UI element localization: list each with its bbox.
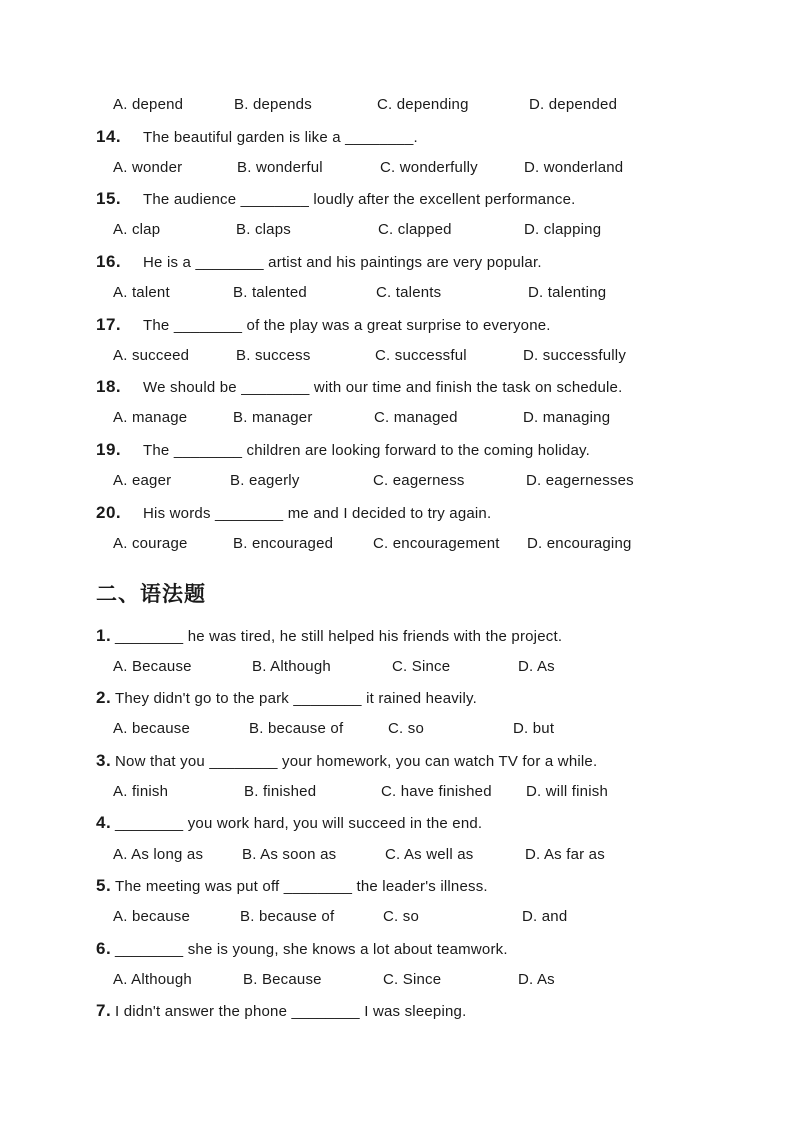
question-number: 18.: [96, 377, 122, 396]
question-text: His words ________ me and I decided to try again.: [143, 505, 492, 522]
option-b: B. depends: [234, 96, 312, 113]
question-6: [96, 939, 508, 963]
question-number: 1.: [96, 626, 112, 645]
option-b: B. wonderful: [237, 159, 323, 176]
option-d: D. As: [518, 658, 555, 675]
option-d: D. and: [522, 908, 568, 925]
option-a: A. because: [113, 908, 191, 925]
option-a: A. talent: [113, 284, 170, 301]
option-c: C. managed: [374, 409, 458, 426]
question-19: [96, 440, 590, 464]
question-text: Now that you ________ your homework, you can watch TV for a while.: [115, 753, 598, 770]
question-3: [96, 751, 597, 775]
question-2: [96, 688, 477, 712]
question-4: [96, 813, 482, 837]
question-text: The ________ children are looking forward to the coming holiday.: [143, 442, 590, 459]
option-c: C. so: [388, 720, 425, 737]
option-b: B. eagerly: [230, 472, 300, 489]
option-a: A. clap: [113, 221, 161, 238]
option-d: D. managing: [523, 409, 611, 426]
option-c: C. eagerness: [373, 472, 465, 489]
option-c: C. encouragement: [373, 535, 500, 552]
option-b: B. Because: [243, 971, 322, 988]
option-a: A. Because: [113, 658, 192, 675]
question-text: ________ you work hard, you will succeed in the end.: [115, 815, 483, 832]
question-17: [96, 315, 551, 339]
option-b: B. talented: [233, 284, 307, 301]
option-b: B. finished: [244, 783, 317, 800]
option-d: D. wonderland: [524, 159, 624, 176]
option-c: C. have finished: [381, 783, 492, 800]
option-a: A. finish: [113, 783, 169, 800]
option-d: D. successfully: [523, 347, 627, 364]
question-14: [96, 127, 418, 151]
option-a: A. depend: [113, 96, 184, 113]
option-d: D. eagernesses: [526, 472, 634, 489]
question-text: He is a ________ artist and his paintings are very popular.: [143, 254, 542, 271]
question-text: I didn't answer the phone ________ I was sleeping.: [115, 1003, 467, 1020]
question-text: The ________ of the play was a great surprise to everyone.: [143, 317, 551, 334]
option-a: A. succeed: [113, 347, 190, 364]
option-c: C. successful: [375, 347, 467, 364]
option-d: D. As: [518, 971, 555, 988]
question-number: 7.: [96, 1001, 112, 1020]
option-b: B. because of: [249, 720, 344, 737]
option-a: A. As long as: [113, 846, 204, 863]
section-title: 二、语法题: [96, 582, 206, 606]
option-c: C. talents: [376, 284, 442, 301]
question-16: [96, 252, 542, 276]
option-a: A. Although: [113, 971, 192, 988]
question-text: The audience ________ loudly after the excellent performance.: [143, 191, 576, 208]
question-7: [96, 1001, 466, 1025]
question-text: ________ she is young, she knows a lot about teamwork.: [115, 941, 508, 958]
question-text: ________ he was tired, he still helped his friends with the project.: [115, 628, 563, 645]
option-b: B. manager: [233, 409, 313, 426]
option-c: C. Since: [392, 658, 451, 675]
option-c: C. depending: [377, 96, 469, 113]
option-b: B. claps: [236, 221, 291, 238]
question-number: 4.: [96, 813, 112, 832]
question-number: 5.: [96, 876, 112, 895]
option-a: A. eager: [113, 472, 172, 489]
question-number: 15.: [96, 189, 122, 208]
option-c: C. so: [383, 908, 420, 925]
option-b: B. Although: [252, 658, 331, 675]
option-c: C. Since: [383, 971, 442, 988]
question-1: [96, 626, 562, 650]
option-b: B. success: [236, 347, 311, 364]
question-number: 14.: [96, 127, 122, 146]
option-b: B. As soon as: [242, 846, 337, 863]
question-number: 20.: [96, 503, 122, 522]
option-a: A. wonder: [113, 159, 183, 176]
option-c: C. clapped: [378, 221, 452, 238]
option-d: D. clapping: [524, 221, 602, 238]
question-number: 19.: [96, 440, 122, 459]
option-c: C. wonderfully: [380, 159, 478, 176]
question-20: [96, 503, 491, 527]
question-18: [96, 377, 622, 401]
question-5: [96, 876, 488, 900]
option-a: A. manage: [113, 409, 188, 426]
question-number: 17.: [96, 315, 122, 334]
question-text: We should be ________ with our time and finish the task on schedule.: [143, 379, 623, 396]
option-d: D. will finish: [526, 783, 608, 800]
question-15: [96, 189, 575, 213]
option-a: A. because: [113, 720, 191, 737]
option-d: D. depended: [529, 96, 618, 113]
option-b: B. encouraged: [233, 535, 334, 552]
question-number: 3.: [96, 751, 112, 770]
option-c: C. As well as: [385, 846, 474, 863]
question-text: The meeting was put off ________ the leader's illness.: [115, 878, 488, 895]
question-text: They didn't go to the park ________ it rained heavily.: [115, 690, 477, 707]
option-d: D. but: [513, 720, 555, 737]
question-number: 6.: [96, 939, 112, 958]
option-d: D. talenting: [528, 284, 607, 301]
option-d: D. encouraging: [527, 535, 632, 552]
option-a: A. courage: [113, 535, 188, 552]
option-d: D. As far as: [525, 846, 605, 863]
question-number: 2.: [96, 688, 112, 707]
option-b: B. because of: [240, 908, 335, 925]
question-number: 16.: [96, 252, 122, 271]
question-text: The beautiful garden is like a ________.: [143, 129, 418, 146]
